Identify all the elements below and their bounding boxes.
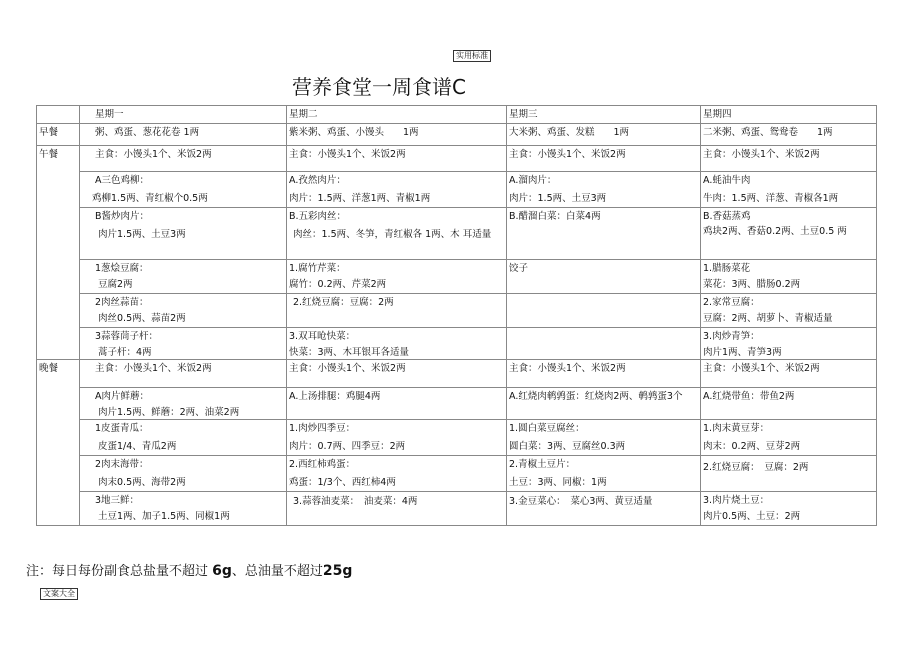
- meal-label-spacer: [37, 260, 80, 294]
- menu-cell: 3.金豆菜心： 菜心3两、黄豆适量: [507, 492, 701, 526]
- lunch-a-row: [37, 172, 877, 208]
- page-title: 营养食堂一周食谱C: [292, 75, 466, 99]
- meal-label-spacer: [37, 420, 80, 456]
- menu-cell: 大米粥、鸡蛋、发糕 1两: [507, 124, 701, 146]
- corner-cell: [37, 106, 80, 124]
- menu-cell: 3.肉炒青笋： 肉片1两、青笋3两: [701, 328, 877, 360]
- menu-cell: B.五彩肉丝： 肉丝：1.5两、冬笋，青红椒各 1两、木 耳适量: [287, 208, 507, 260]
- lunch-veg1-row: [37, 260, 877, 294]
- menu-cell: A肉片鲜蘑： 肉片1.5两、鲜蘑：2两、油菜2两: [80, 388, 287, 420]
- meal-label-spacer: [37, 172, 80, 208]
- menu-cell: 1.圆白菜豆腐丝： 圆白菜：3两、豆腐丝0.3两: [507, 420, 701, 456]
- menu-cell: 1.肉炒四季豆： 肉片：0.7两、四季豆：2两: [287, 420, 507, 456]
- menu-cell: 2.红烧豆腐：豆腐：2两: [287, 294, 507, 328]
- day-header: 星期二: [287, 106, 507, 124]
- menu-cell: B.醋溜白菜：白菜4两: [507, 208, 701, 260]
- meal-label-spacer: [37, 328, 80, 360]
- menu-cell: 2肉丝蒜苗： 肉丝0.5两、蒜苗2两: [80, 294, 287, 328]
- lunch-b-row: [37, 208, 877, 260]
- menu-cell: 1葱烩豆腐： 豆腐2两: [80, 260, 287, 294]
- meal-label-spacer: [37, 456, 80, 492]
- menu-cell: A.上汤排腿：鸡腿4两: [287, 388, 507, 420]
- menu-cell: 主食：小馒头1个、米饭2两: [701, 360, 877, 388]
- menu-cell: B酱炒肉片： 肉片1.5两、土豆3两: [80, 208, 287, 260]
- menu-cell: 主食：小馒头1个、米饭2两: [507, 146, 701, 172]
- dinner-veg2-row: [37, 456, 877, 492]
- menu-cell: 2.红烧豆腐： 豆腐：2两: [701, 456, 877, 492]
- menu-cell: 主食：小馒头1个、米饭2两: [287, 360, 507, 388]
- footnote-mid: 、总油量不超过: [231, 564, 323, 579]
- menu-cell: 1.腐竹芹菜： 腐竹：0.2两、芹菜2两: [287, 260, 507, 294]
- lunch-veg2-row: [37, 294, 877, 328]
- menu-cell: 2.青椒土豆片： 土豆：3两、同椒：1两: [507, 456, 701, 492]
- footnote-salt-value: 6g: [212, 563, 232, 579]
- menu-cell: 3蒜蓉茼子杆： 蒿子杆：4两: [80, 328, 287, 360]
- dinner-staple-row: [37, 360, 877, 388]
- lunch-veg3-row: [37, 328, 877, 360]
- breakfast-row: [37, 124, 877, 146]
- menu-cell: 3.蒜蓉油麦菜： 油麦菜：4两: [287, 492, 507, 526]
- menu-cell: 1.肉末黄豆芽： 肉末：0.2两、豆芽2两: [701, 420, 877, 456]
- menu-cell: 2.家常豆腐： 豆腐：2两、胡萝卜、青椒适量: [701, 294, 877, 328]
- menu-cell: 主食：小馒头1个、米饭2两: [507, 360, 701, 388]
- dinner-veg3-row: [37, 492, 877, 526]
- menu-cell: A.蚝油牛肉 牛肉：1.5两、洋葱、青椒各1两: [701, 172, 877, 208]
- meal-label-spacer: [37, 294, 80, 328]
- footnote: [26, 563, 352, 580]
- menu-cell: 主食：小馒头1个、米饭2两: [287, 146, 507, 172]
- menu-cell: 3.肉片烧土豆： 肉片0.5两、土豆：2两: [701, 492, 877, 526]
- footer-label-box: 文案大全: [40, 588, 78, 600]
- menu-cell: 3.双耳呛快菜： 快菜：3两、木耳银耳各适量: [287, 328, 507, 360]
- day-header: 星期三: [507, 106, 701, 124]
- footnote-oil-value: 25g: [322, 563, 353, 579]
- menu-cell: 主食：小馒头1个、米饭2两: [80, 146, 287, 172]
- menu-cell: A.红烧肉鹌鹑蛋：红烧肉2两、鹌鹑蛋3个: [507, 388, 701, 420]
- menu-cell: 1.腊肠菜花 菜花：3两、腊肠0.2两: [701, 260, 877, 294]
- day-header: 星期四: [701, 106, 877, 124]
- menu-cell: 紫米粥、鸡蛋、小馒头 1两: [287, 124, 507, 146]
- dinner-a-row: [37, 388, 877, 420]
- dinner-veg1-row: [37, 420, 877, 456]
- menu-cell: B.香菇蒸鸡 鸡块2两、香菇0.2两、土豆0.5 两: [701, 208, 877, 260]
- menu-cell: A.孜然肉片： 肉片：1.5两、洋葱1两、青椒1两: [287, 172, 507, 208]
- menu-cell: A.溜肉片： 肉片：1.5两、土豆3两: [507, 172, 701, 208]
- weekly-menu-table: [36, 105, 877, 526]
- menu-cell: [507, 294, 701, 328]
- meal-label-dinner: 晚餐: [37, 360, 80, 388]
- meal-label-lunch: 午餐: [37, 146, 80, 172]
- meal-label-spacer: [37, 208, 80, 260]
- menu-cell: 饺子: [507, 260, 701, 294]
- menu-cell: [507, 328, 701, 360]
- meal-label-spacer: [37, 492, 80, 526]
- header-label-box: 实用标准: [453, 50, 491, 62]
- menu-cell: 2.西红柿鸡蛋： 鸡蛋：1/3个、西红柿4两: [287, 456, 507, 492]
- menu-cell: 主食：小馒头1个、米饭2两: [701, 146, 877, 172]
- meal-label-spacer: [37, 388, 80, 420]
- menu-cell: A三色鸡柳： 鸡柳1.5两、青红椒个0.5两: [80, 172, 287, 208]
- meal-label-breakfast: 早餐: [37, 124, 80, 146]
- lunch-staple-row: [37, 146, 877, 172]
- day-header: 星期一: [80, 106, 287, 124]
- menu-cell: 2肉末海带： 肉末0.5两、海带2两: [80, 456, 287, 492]
- menu-cell: 二米粥、鸡蛋、鸳鸯卷 1两: [701, 124, 877, 146]
- menu-cell: A.红烧带鱼：带鱼2两: [701, 388, 877, 420]
- menu-cell: 1皮蛋青瓜： 皮蛋1/4、青瓜2两: [80, 420, 287, 456]
- menu-cell: 3地三鲜： 土豆1两、加子1.5两、同椒1两: [80, 492, 287, 526]
- menu-cell: 主食：小馒头1个、米饭2两: [80, 360, 287, 388]
- menu-cell: 粥、鸡蛋、葱花花卷 1两: [80, 124, 287, 146]
- footnote-prefix: 注：每日每份副食总盐量不超过: [26, 564, 213, 579]
- day-header-row: [37, 106, 877, 124]
